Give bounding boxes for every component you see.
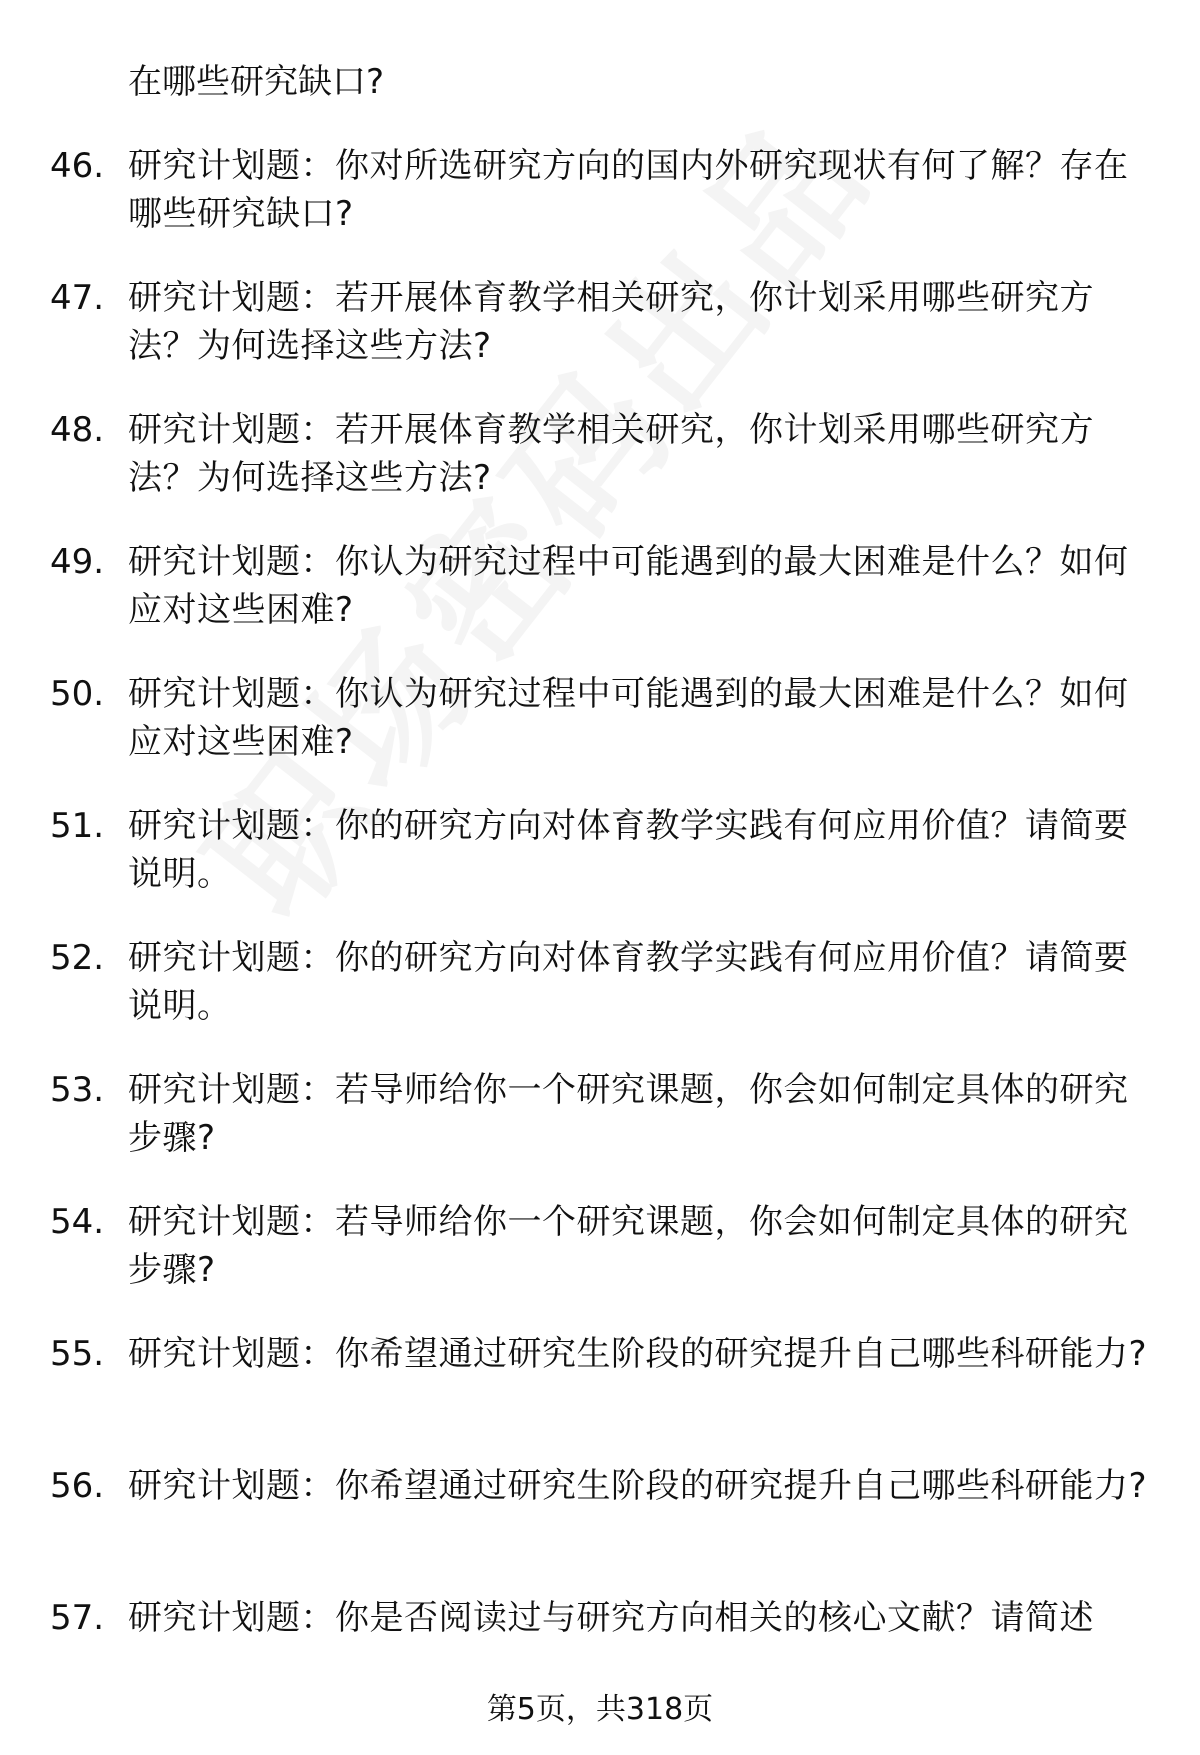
question-number: 46. [50, 146, 105, 186]
question-item [50, 1594, 1160, 1690]
question-text: 研究计划题：若开展体育教学相关研究，你计划采用哪些研究方法？为何选择这些方法? [128, 410, 1094, 498]
question-number: 51. [50, 806, 105, 846]
question-number: 49. [50, 542, 105, 582]
question-text: 研究计划题：你希望通过研究生阶段的研究提升自己哪些科研能力? [128, 1334, 1148, 1374]
question-item [50, 274, 1160, 370]
question-text: 研究计划题：你希望通过研究生阶段的研究提升自己哪些科研能力? [128, 1466, 1148, 1506]
question-list [50, 142, 1160, 1726]
question-text: 研究计划题：若开展体育教学相关研究，你计划采用哪些研究方法？为何选择这些方法? [128, 278, 1094, 366]
question-item [50, 1198, 1160, 1294]
question-item [50, 1462, 1160, 1558]
question-item [50, 406, 1160, 502]
question-text: 研究计划题：你的研究方向对体育教学实践有何应用价值？请简要说明。 [128, 806, 1129, 894]
question-text: 研究计划题：你对所选研究方向的国内外研究现状有何了解？存在哪些研究缺口? [128, 146, 1129, 234]
question-item [50, 670, 1160, 766]
question-item [50, 934, 1160, 1030]
question-item [50, 142, 1160, 238]
question-text: 研究计划题：若导师给你一个研究课题，你会如何制定具体的研究步骤? [128, 1070, 1129, 1158]
question-item [50, 538, 1160, 634]
continued-text: 在哪些研究缺口? [128, 62, 385, 102]
question-text: 研究计划题：你认为研究过程中可能遇到的最大困难是什么？如何应对这些困难? [128, 542, 1129, 630]
question-text: 研究计划题：你的研究方向对体育教学实践有何应用价值？请简要说明。 [128, 938, 1129, 1026]
question-number: 50. [50, 674, 105, 714]
question-text: 研究计划题：若导师给你一个研究课题，你会如何制定具体的研究步骤? [128, 1202, 1129, 1290]
question-item [50, 1066, 1160, 1162]
page-footer: 第5页，共318页 [486, 1692, 714, 1727]
question-item [50, 1330, 1160, 1426]
question-number: 55. [50, 1334, 105, 1374]
question-number: 47. [50, 278, 105, 318]
question-number: 48. [50, 410, 105, 450]
question-text: 研究计划题：你是否阅读过与研究方向相关的核心文献？请简述 [128, 1598, 1094, 1638]
question-number: 54. [50, 1202, 105, 1242]
question-number: 52. [50, 938, 105, 978]
question-number: 56. [50, 1466, 105, 1506]
question-number: 57. [50, 1598, 105, 1638]
question-text: 研究计划题：你认为研究过程中可能遇到的最大困难是什么？如何应对这些困难? [128, 674, 1129, 762]
question-item [50, 802, 1160, 898]
question-number: 53. [50, 1070, 105, 1110]
